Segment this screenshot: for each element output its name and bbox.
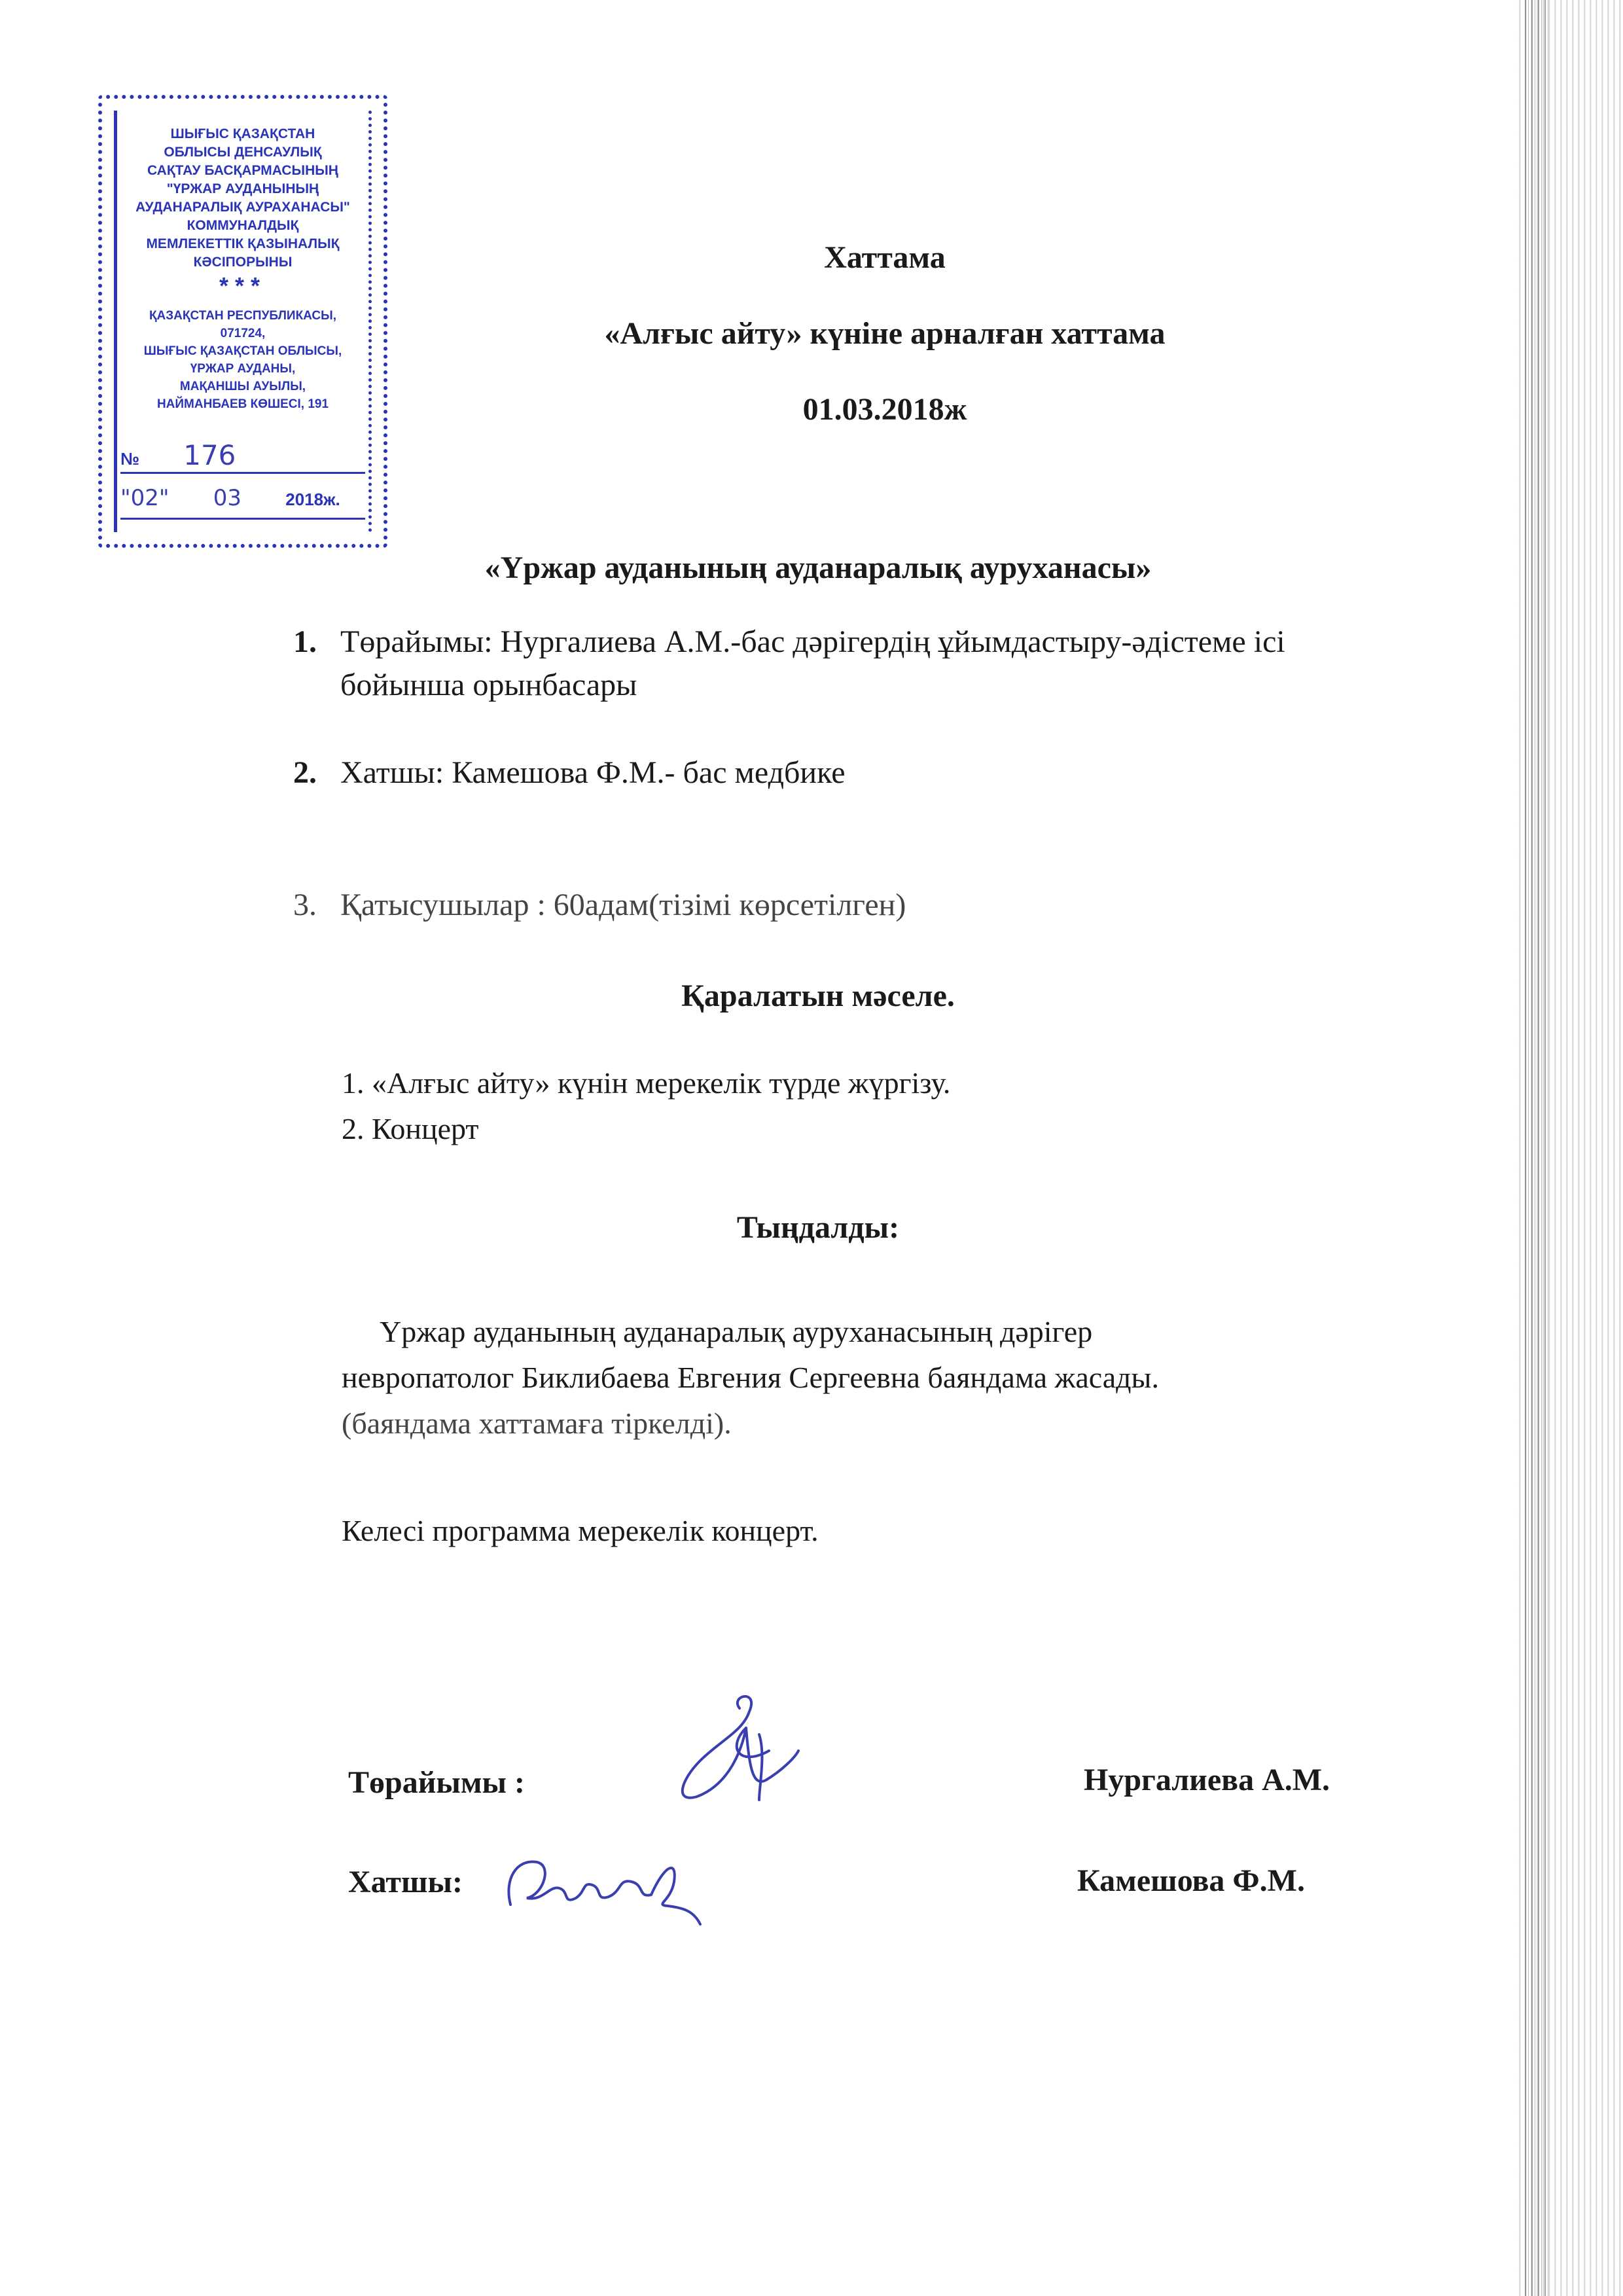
list-item <box>293 884 906 927</box>
stamp-number-value: 176 <box>183 439 236 471</box>
agenda-list <box>342 1060 950 1152</box>
stamp-address-line: 071724, <box>220 327 266 340</box>
secretary-signature <box>497 1833 713 1931</box>
stamp-org-line: ШЫҒЫС ҚАЗАҚСТАН <box>170 126 315 141</box>
document-date: 01.03.2018ж <box>802 392 967 427</box>
list-item <box>293 751 846 795</box>
stamp-address-line: ҮРЖАР АУДАНЫ, <box>190 362 296 376</box>
stamp-org-line: АУДАНАРАЛЫҚ АУРАХАНАСЫ" <box>135 200 350 215</box>
list-item-number: 2. <box>293 755 317 790</box>
stamp-number-label: № <box>120 449 139 469</box>
stamp-org-line: КӘСІПОРЫНЫ <box>193 255 293 270</box>
stamp-date-day: "02" <box>120 485 169 511</box>
stamp-number-row <box>120 439 365 474</box>
paragraph-line: Үржар ауданының ауданаралық ауруханасының дәрігер <box>380 1315 1093 1348</box>
organization-name: «Үржар ауданының ауданаралық ауруханасы» <box>484 550 1152 585</box>
agenda-item: 2. Концерт <box>342 1112 479 1145</box>
listened-paragraph <box>342 1309 1159 1446</box>
stamp-address-line: ҚАЗАҚСТАН РЕСПУБЛИКАСЫ, <box>149 309 337 323</box>
list-item <box>293 620 1285 707</box>
chair-signature <box>661 1689 818 1852</box>
list-item-text-continued: бойынша орынбасары <box>340 668 637 702</box>
stamp-org-line: "ҮРЖАР АУДАНЫНЫҢ <box>166 181 319 196</box>
stamp-org-line: ОБЛЫСЫ ДЕНСАУЛЫҚ <box>164 145 322 160</box>
stamp-address-line: ШЫҒЫС ҚАЗАҚСТАН ОБЛЫСЫ, <box>143 344 342 358</box>
paragraph-line: (баяндама хаттамаға тіркелді). <box>342 1407 732 1440</box>
agenda-heading: Қаралатын мәселе. <box>681 978 955 1013</box>
stamp-stars: *** <box>219 272 267 299</box>
document-subtitle: «Алғыс айту» күніне арналған хаттама <box>604 316 1166 351</box>
list-item-text: Төрайымы: Нургалиева А.М.-бас дәрігердің ұйымдастыру-әдістеме ісі <box>340 624 1285 659</box>
stamp-org-line: САҚТАУ БАСҚАРМАСЫНЫҢ <box>147 163 338 178</box>
stamp-date-row <box>120 485 365 520</box>
list-item-text: Қатысушылар : 60адам(тізімі көрсетілген) <box>340 888 906 922</box>
chair-label: Төрайымы : <box>348 1765 525 1800</box>
stamp-address-line: НАЙМАНБАЕВ КӨШЕСІ, 191 <box>156 397 329 411</box>
list-item-number: 3. <box>293 888 317 922</box>
stamp-org-line: КОММУНАЛДЫҚ <box>187 218 299 233</box>
list-item-number: 1. <box>293 624 317 659</box>
agenda-item: 1. «Алғыс айту» күнін мерекелік түрде жүргізу. <box>342 1066 951 1100</box>
secretary-label: Хатшы: <box>348 1865 463 1899</box>
next-program-text: Келесі программа мерекелік концерт. <box>342 1514 819 1547</box>
stamp-date-month: 03 <box>213 485 242 511</box>
document-title: Хаттама <box>824 240 946 275</box>
chair-name: Нургалиева А.М. <box>1084 1763 1330 1797</box>
stamp-org-line: МЕМЛЕКЕТТІК ҚАЗЫНАЛЫҚ <box>146 236 340 251</box>
list-item-text: Хатшы: Камешова Ф.М.- бас медбике <box>340 755 846 790</box>
secretary-name: Камешова Ф.М. <box>1077 1863 1305 1898</box>
stamp-address-line: МАҚАНШЫ АУЫЛЫ, <box>179 380 306 393</box>
paragraph-line: невропатолог Биклибаева Евгения Сергеевна баяндама жасады. <box>342 1361 1159 1394</box>
listened-heading: Тыңдалды: <box>736 1210 900 1245</box>
stamp-date-year: 2018ж. <box>285 490 340 509</box>
